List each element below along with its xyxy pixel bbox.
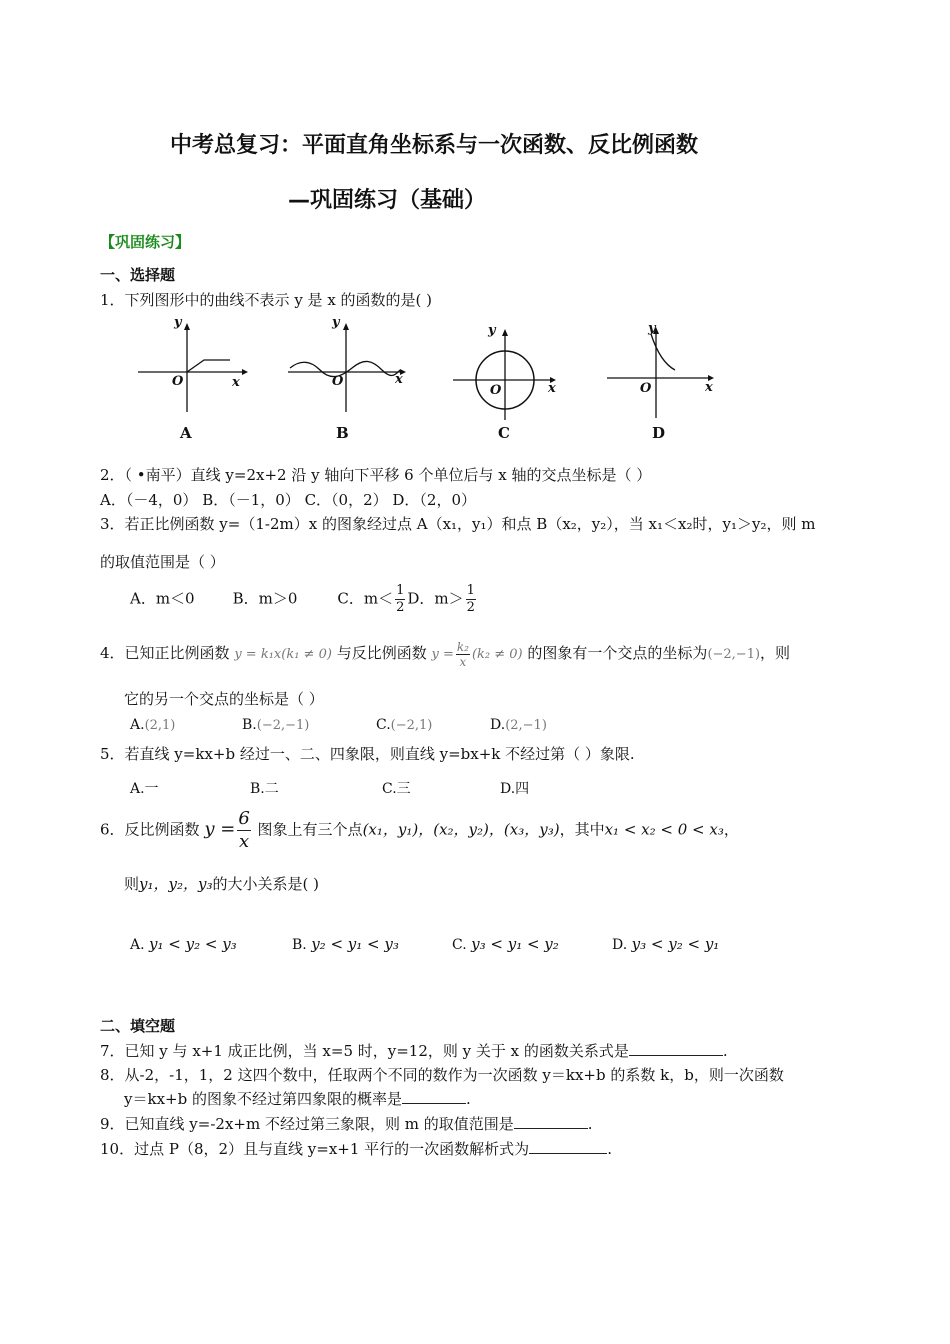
graph-a-x-label: x (232, 375, 240, 390)
graph-a-y-label: y (174, 315, 182, 330)
q4-formula-inverse: y = $\frac{\text{k₂}}{x}$ (k₂ ≠ 0) (431, 640, 523, 669)
q3-fraction-c: $\frac{1}{2}$ (396, 583, 405, 615)
question-9: 9．已知直线 y=-2x+m 不经过第三象限，则 m 的取值范围是 . (100, 1115, 593, 1133)
page-subtitle: —巩固练习（基础） (288, 188, 487, 213)
q5-option-c: C.三 (382, 781, 411, 797)
question-1: 1．下列图形中的曲线不表示 y 是 x 的函数的是( ) (100, 291, 433, 309)
section-tag: 【巩固练习】 (100, 233, 191, 251)
graph-a (138, 315, 248, 442)
graph-b (288, 315, 406, 442)
q4-option-a: A.(2,1) (130, 717, 176, 733)
q10-answer-blank[interactable] (529, 1139, 607, 1154)
graph-c-origin: O (490, 383, 502, 398)
question-10: 10．过点 P（8，2）且与直线 y=x+1 平行的一次函数解析式为 . (100, 1140, 612, 1158)
graph-c-x-label: x (548, 381, 556, 396)
q4-option-d: D.(2,−1) (490, 717, 547, 733)
graph-d-origin: O (640, 381, 652, 396)
graph-b-x-label: x (395, 372, 403, 387)
question-3-line2: 的取值范围是（ ） (100, 553, 225, 571)
question-2: 2．（ •南平）直线 y=2x+2 沿 y 轴向下平移 6 个单位后与 x 轴的交点坐标是（ ） (100, 466, 652, 484)
graph-b-origin: O (332, 374, 344, 389)
q3-option-a: A．m＜0 (130, 589, 195, 608)
q9-answer-blank[interactable] (514, 1114, 588, 1129)
graph-c (453, 323, 556, 442)
graph-d-label: D (652, 424, 666, 442)
q3-option-d: D．m＞ (407, 589, 464, 608)
q3-option-b: B．m＞0 (232, 589, 298, 608)
graph-a-label: A (180, 424, 192, 442)
graph-d (607, 321, 714, 442)
question-1-graphs (120, 312, 740, 447)
question-6-line1: 6．反比例函数 y = $\frac{6}{x}$ 图象上有三个点(x₁，y₁)，(x₂，y₂)，(x₃，y₃)，其中x₁ < x₂ < 0 < x₃， (100, 808, 739, 852)
q3-fraction-d: $\frac{1}{2}$ (466, 583, 475, 615)
question-4-line1: 4．已知正比例函数 y = k₁x(k₁ ≠ 0) 与反比例函数 y = $\frac{\text{k₂}}{x}$ (k₂ ≠ 0) 的图象有一个交点的坐标为(−2,−1)，则 (100, 640, 791, 669)
question-8-line2: y＝kx+b 的图象不经过第四象限的概率是 . (124, 1090, 471, 1108)
graph-d-x-label: x (705, 380, 713, 395)
graph-c-y-label: y (488, 323, 496, 338)
question-5: 5．若直线 y=kx+b 经过一、二、四象限，则直线 y=bx+k 不经过第（ ）象限. (100, 745, 635, 763)
section-heading-fill: 二、填空题 (100, 1017, 176, 1035)
q8-answer-blank[interactable] (402, 1089, 466, 1104)
q4-option-b: B.(−2,−1) (242, 717, 310, 733)
q5-option-a: A.一 (130, 781, 159, 797)
question-8-line1: 8．从-2，-1，1，2 这四个数中，任取两个不同的数作为一次函数 y＝kx+b 的系数 k，b，则一次函数 (100, 1066, 784, 1084)
q4-coordinate: (−2,−1) (707, 647, 761, 662)
question-3-line1: 3．若正比例函数 y=（1-2m）x 的图象经过点 A（x₁，y₁）和点 B（x₂，y₂），当 x₁＜x₂时，y₁＞y₂，则 m (100, 515, 816, 533)
q7-answer-blank[interactable] (629, 1041, 723, 1056)
section-heading-choice: 一、选择题 (100, 266, 176, 284)
question-6-line2: 则y₁，y₂，y₃的大小关系是( ) (124, 875, 319, 893)
q3-option-c: C．m＜ (337, 589, 394, 608)
question-7: 7．已知 y 与 x+1 成正比例，当 x=5 时，y=12，则 y 关于 x 的函数关系式是 . (100, 1042, 728, 1060)
q6-option-c: C. y₃ < y₁ < y₂ (452, 935, 559, 953)
graph-a-origin: O (172, 374, 184, 389)
page-title: 中考总复习：平面直角坐标系与一次函数、反比例函数 (170, 133, 699, 158)
question-4-line2: 它的另一个交点的坐标是（ ） (124, 690, 324, 708)
q6-option-b: B. y₂ < y₁ < y₃ (292, 935, 399, 953)
graph-b-label: B (336, 424, 349, 442)
question-2-options: A．（－4，0） B．（－1，0） C．（0，2） D．（2，0） (100, 491, 477, 509)
q5-option-b: B.二 (250, 781, 279, 797)
q6-option-a: A. y₁ < y₂ < y₃ (130, 935, 237, 953)
graph-d-y-label: y (648, 321, 656, 336)
q6-option-d: D. y₃ < y₂ < y₁ (612, 935, 720, 953)
graph-b-y-label: y (332, 315, 340, 330)
q4-formula-direct: y = k₁x(k₁ ≠ 0) (234, 647, 332, 662)
q6-fraction: $\frac{6}{x}$ (238, 808, 250, 852)
q5-option-d: D.四 (500, 781, 530, 797)
q4-option-c: C.(−2,1) (376, 717, 433, 733)
graph-c-label: C (498, 424, 510, 442)
question-3-options (130, 583, 478, 616)
